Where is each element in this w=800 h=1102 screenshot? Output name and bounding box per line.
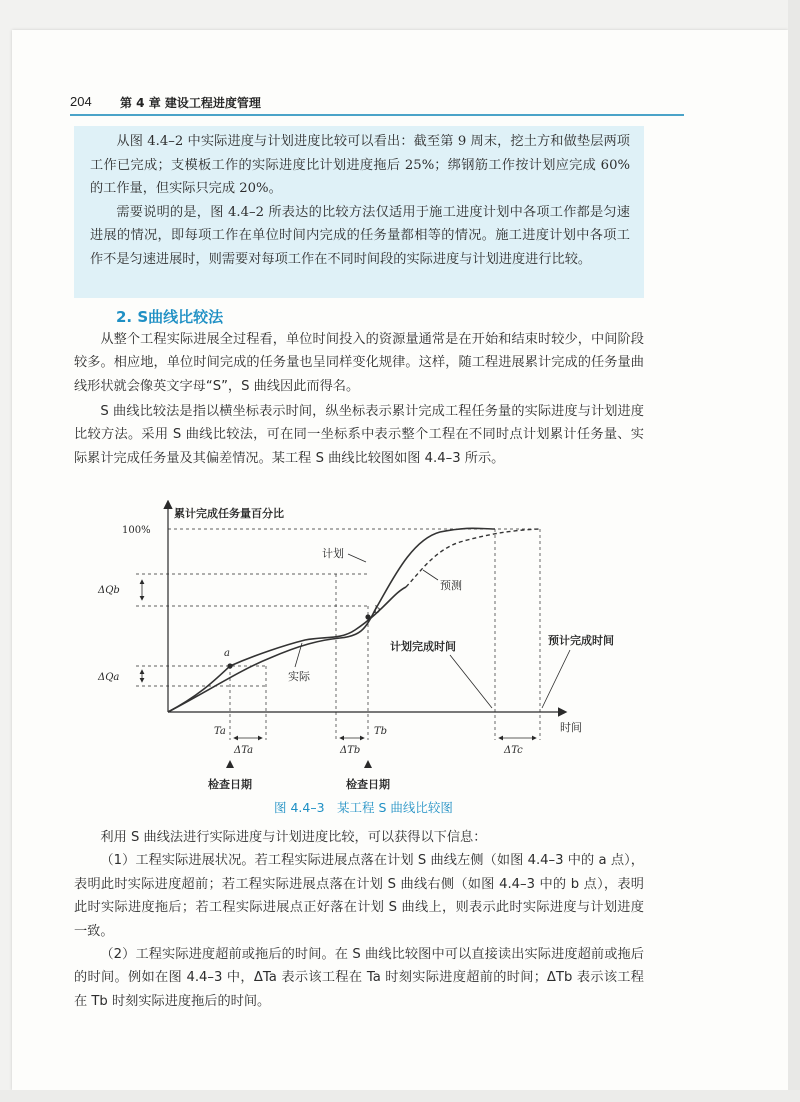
series-plan-label: 计划 bbox=[322, 547, 344, 560]
item-2-paragraph: （2）工程实际进度超前或拖后的时间。在 S 曲线比较图中可以直接读出实际进度超前或拖后的时间。例如在图 4.4–3 中，ΔTa 表示该工程在 Ta 时刻实际进度超前的时间；ΔTb 表示该工程在 Tb 时刻实际进度拖后的时间。 bbox=[74, 947, 644, 1009]
dQb-label: ΔQb bbox=[98, 585, 120, 596]
check-date-2-label: 检查日期 bbox=[346, 778, 390, 791]
planned-finish-leader bbox=[450, 655, 492, 708]
scan-edge-bottom bbox=[0, 1090, 800, 1102]
dQa-label: ΔQa bbox=[98, 672, 120, 683]
y-axis-label: 累计完成任务量百分比 bbox=[174, 507, 284, 520]
section-title: 2. S曲线比较法 bbox=[116, 308, 224, 326]
s-curve-chart bbox=[90, 500, 650, 800]
forecast-finish-leader bbox=[542, 650, 570, 708]
forecast-label-leader bbox=[423, 570, 438, 580]
figure-caption: 图 4.4–3 某工程 S 曲线比较图 bbox=[274, 800, 453, 815]
y-tick-100: 100% bbox=[122, 525, 151, 536]
point-b-label: b bbox=[374, 605, 381, 616]
dTb-label: ΔTb bbox=[340, 745, 361, 756]
highlighted-note bbox=[74, 126, 644, 298]
Tb-label: Tb bbox=[374, 726, 388, 737]
dTa-label: ΔTa bbox=[234, 745, 254, 756]
after-figure-text bbox=[74, 826, 644, 1013]
paragraph-text: 从整个工程实际进展全过程看，单位时间投入的资源量通常是在开始和结束时较少，中间阶段较多。相应地，单位时间完成的任务量也呈同样变化规律。这样，随工程进展累计完成的任务量曲线形状就会像英文字母“S”，S 曲线因此而得名。 bbox=[74, 332, 644, 394]
s-curve-figure bbox=[90, 500, 650, 800]
planned-finish-label: 计划完成时间 bbox=[390, 640, 456, 653]
series-actual-label: 实际 bbox=[288, 670, 310, 683]
running-header bbox=[70, 92, 684, 116]
plan-label-leader bbox=[348, 554, 366, 562]
item-1-paragraph: （1）工程实际进展状况。若工程实际进展点落在计划 S 曲线左侧（如图 4.4–3 中的 a 点），表明此时实际进度超前；若工程实际进展点落在计划 S 曲线右侧（如图 4.4–3 中的 b 点），表明此时实际进度拖后；若工程实际进展点正好落在计划 S 曲线上，则表示此时实际进度与计划进度一致。 bbox=[74, 853, 644, 939]
check-marker-1 bbox=[226, 760, 234, 768]
x-axis-label: 时间 bbox=[560, 721, 582, 734]
section-paragraph-2 bbox=[74, 400, 644, 470]
paragraph-text: S 曲线比较法是指以横坐标表示时间，纵坐标表示累计完成工程任务量的实际进度与计划进度比较方法。采用 S 曲线比较法，可在同一坐标系中表示整个工程在不同时点计划累计任务量、实际累计完成任务量及其偏差情况。某工程 S 曲线比较图如图 4.4–3 所示。 bbox=[74, 404, 644, 466]
forecast-finish-label: 预计完成时间 bbox=[548, 634, 614, 647]
dTc-label: ΔTc bbox=[504, 745, 523, 756]
check-date-1-label: 检查日期 bbox=[208, 778, 252, 791]
point-a-label: a bbox=[224, 648, 230, 659]
note-paragraph-1: 从图 4.4–2 中实际进度与计划进度比较可以看出：截至第 9 周末，挖土方和做垫层两项工作已完成；支模板工作的实际进度比计划进度拖后 25%；绑钢筋工作按计划应完成 60% 的工作量，但实际只完成 20%。 bbox=[90, 134, 630, 197]
intro-paragraph: 利用 S 曲线法进行实际进度与计划进度比较，可以获得以下信息： bbox=[100, 830, 487, 845]
check-marker-2 bbox=[364, 760, 372, 768]
Ta-label: Ta bbox=[214, 726, 226, 737]
section-paragraph-1 bbox=[74, 328, 644, 398]
chapter-title: 第 4 章 建设工程进度管理 bbox=[120, 96, 261, 110]
page-number: 204 bbox=[70, 94, 92, 109]
note-paragraph-2: 需要说明的是，图 4.4–2 所表达的比较方法仅适用于施工进度计划中各项工作都是匀速进展的情况，即每项工作在单位时间内完成的任务量都相等的情况。施工进度计划中各项工作不是匀速进展时，则需要对每项工作在不同时间段的实际进度与计划进度进行比较。 bbox=[90, 204, 630, 267]
series-forecast-label: 预测 bbox=[440, 579, 462, 592]
scan-edge-right bbox=[788, 0, 800, 1102]
